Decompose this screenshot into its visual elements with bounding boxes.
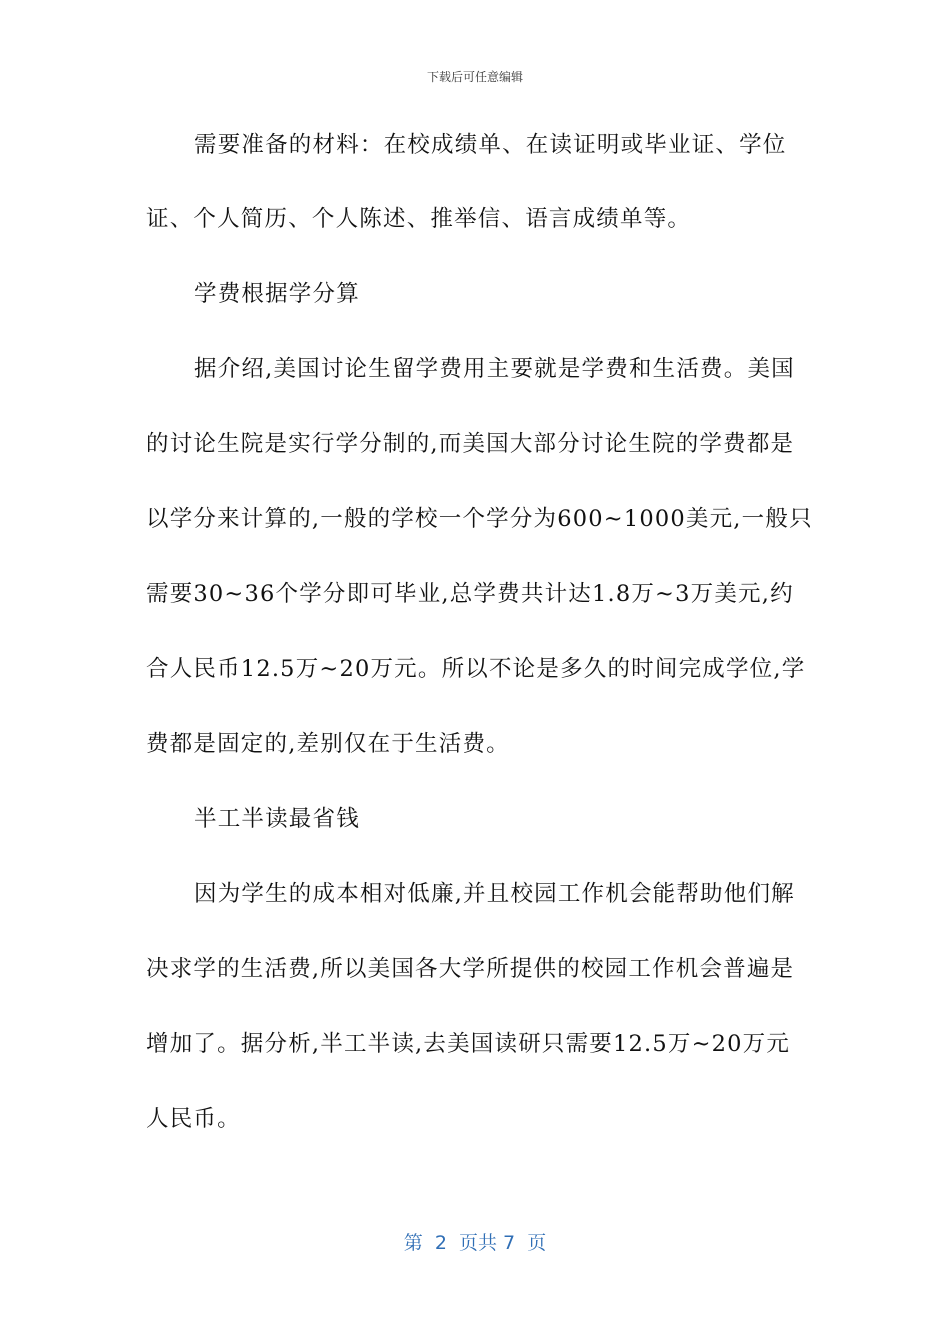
page-number: 第 2 页共 7 页 bbox=[403, 1232, 547, 1254]
text-line: 以学分来计算的,一般的学校一个学分为600~1000美元,一般只 bbox=[146, 506, 813, 532]
text-line: 增加了。据分析,半工半读,去美国读研只需要12.5万~20万元 bbox=[146, 1031, 791, 1057]
text-line: 决求学的生活费,所以美国各大学所提供的校园工作机会普遍是 bbox=[146, 956, 795, 982]
section-heading: 学费根据学分算 bbox=[194, 281, 360, 307]
text-line: 需要准备的材料：在校成绩单、在读证明或毕业证、学位 bbox=[194, 132, 787, 158]
text-line: 合人民币12.5万~20万元。所以不论是多久的时间完成学位,学 bbox=[146, 656, 806, 682]
text-line: 因为学生的成本相对低廉,并且校园工作机会能帮助他们解 bbox=[194, 881, 795, 907]
text-line: 人民币。 bbox=[146, 1106, 241, 1132]
text-line: 需要30~36个学分即可毕业,总学费共计达1.8万~3万美元,约 bbox=[146, 581, 794, 607]
header-note: 下载后可任意编辑 bbox=[426, 70, 523, 84]
text-line: 据介绍,美国讨论生留学费用主要就是学费和生活费。美国 bbox=[194, 356, 795, 382]
text-line: 的讨论生院是实行学分制的,而美国大部分讨论生院的学费都是 bbox=[146, 431, 795, 457]
section-heading: 半工半读最省钱 bbox=[194, 806, 360, 832]
text-line: 证、个人简历、个人陈述、推举信、语言成绩单等。 bbox=[146, 206, 692, 232]
text-line: 费都是固定的,差别仅在于生活费。 bbox=[146, 731, 510, 757]
